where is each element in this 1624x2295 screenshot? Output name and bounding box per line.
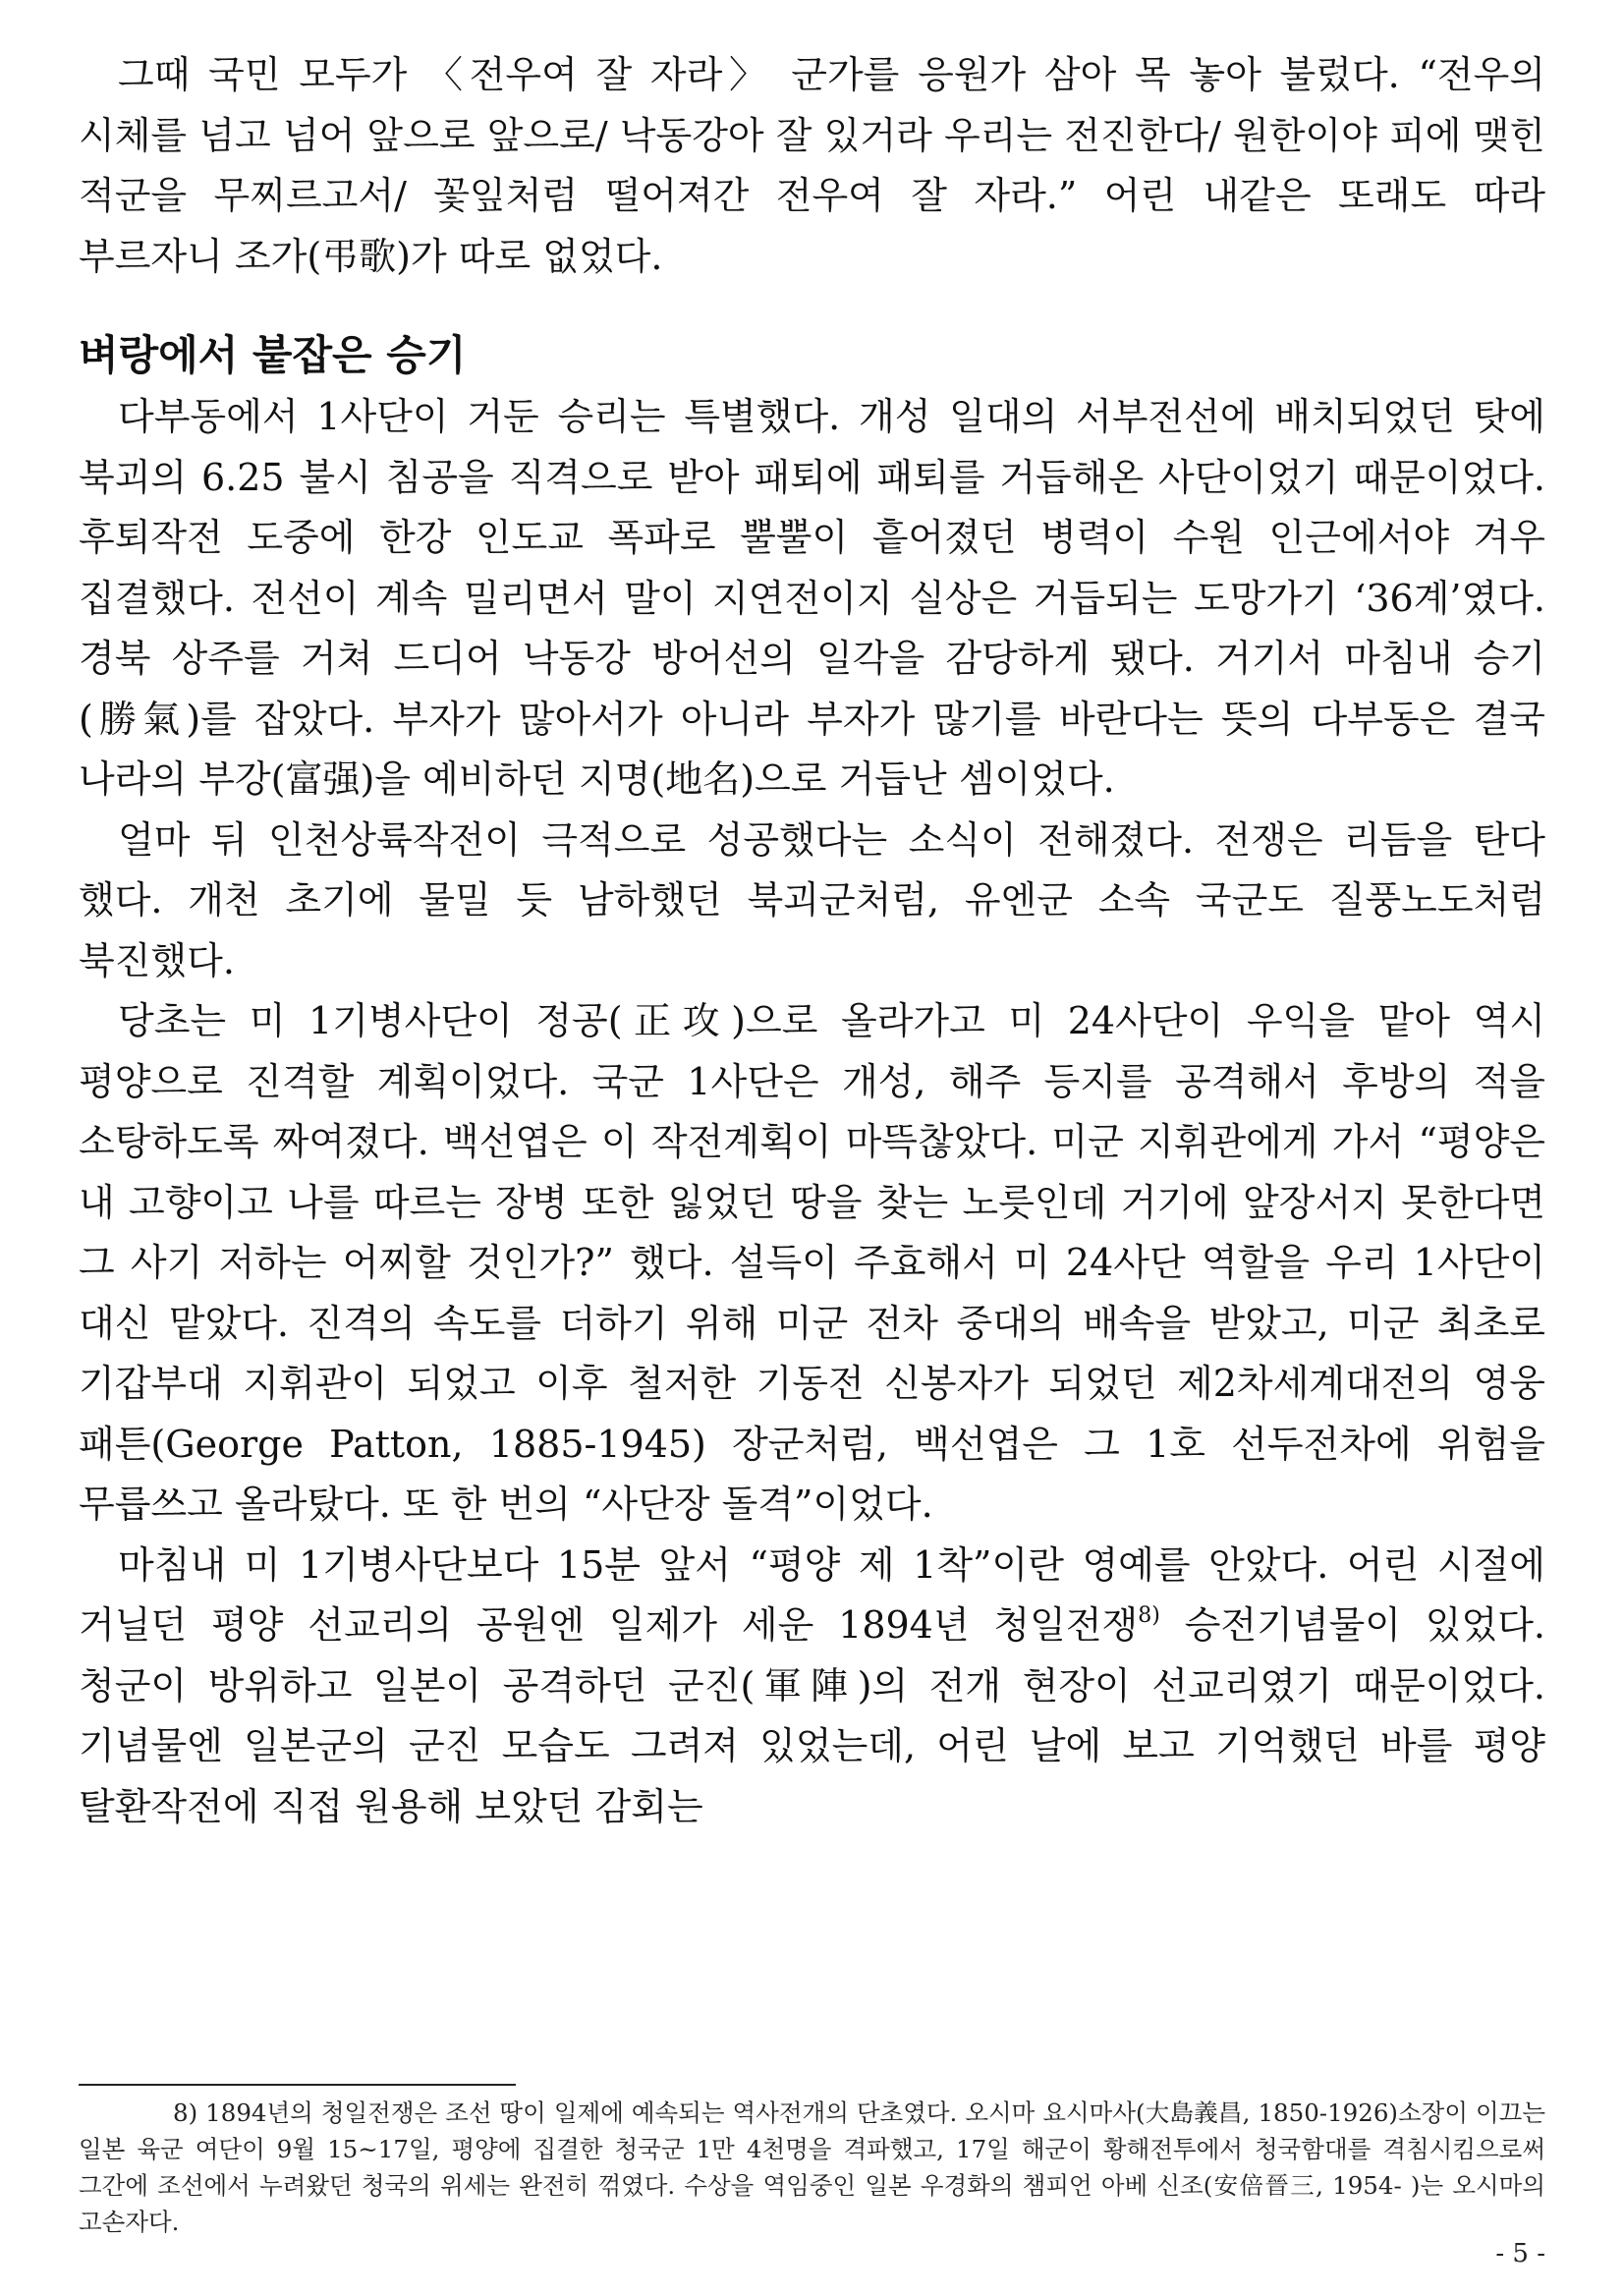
paragraph-dabudong: 다부동에서 1사단이 거둔 승리는 특별했다. 개성 일대의 서부전선에 배치되었던 탓에 북괴의 6.25 불시 침공을 직격으로 받아 패퇴에 패퇴를 거듭해온 사단이었기 때문이었다. 후퇴작전 도중에 한강 인도교 폭파로 뿔뿔이 흩어졌던 병력이 수원 인근에서야 겨우 집결했다. 전선이 계속 밀리면서 말이 지연전이지 실상은 거듭되는 도망가기 ‘36계’였다. 경북 상주를 거쳐 드디어 낙동강 방어선의 일각을 감당하게 됐다. 거기서 마침내 승기(勝氣)를 잡았다. 부자가 많아서가 아니라 부자가 많기를 바란다는 뜻의 다부동은 결국 나라의 부강(富强)을 예비하던 지명(地名)으로 거듭난 셈이었다. [79,395,1545,801]
footnote-divider [79,2084,516,2086]
paragraph-text-part-1: 마침내 미 1기병사단보다 15분 앞서 “평양 제 1착”이란 영예를 안았다. 어린 시절에 거닐던 평양 선교리의 공원엔 일제가 세운 1894년 청일전쟁 [79,1542,1545,1647]
page-number: - 5 - [1495,2239,1545,2268]
paragraph-incheon: 얼마 뒤 인천상륙작전이 극적으로 성공했다는 소식이 전해졌다. 전쟁은 리듬을 탄다 했다. 개천 초기에 물밀 듯 남하했던 북괴군처럼, 유엔군 소속 국군도 질풍노도처럼 북진했다. [79,817,1545,982]
paragraph-first-arrival [79,1536,1545,1838]
document-body [79,45,1545,1837]
footnote-reference[interactable]: 8) [1138,1603,1160,1628]
paragraph-text-part-2: 승전기념물이 있었다. 청군이 방위하고 일본이 공격하던 군진(軍陣)의 전개 현장이 선교리였기 때문이었다. 기념물엔 일본군의 군진 모습도 그려져 있었는데, 어린 날에 보고 기억했던 바를 평양 탈환작전에 직접 원용해 보았던 감회는 [79,1603,1545,1828]
footnote-8: 8) 1894년의 청일전쟁은 조선 땅이 일제에 예속되는 역사전개의 단초였다. 오시마 요시마사(大島義昌, 1850-1926)소장이 이끄는 일본 육군 여단이 9월 15~17일, 평양에 집결한 청국군 1만 4천명을 격파했고, 17일 해군이 황해전투에서 청국함대를 격침시킴으로써 그간에 조선에서 누려왔던 청국의 위세는 완전히 꺾였다. 수상을 역임중인 일본 우경화의 챔피언 아베 신조(安倍晉三, 1954- )는 오시마의 고손자다. [79,2099,1545,2236]
paragraph-intro: 그때 국민 모두가 〈전우여 잘 자라〉 군가를 응원가 삼아 목 놓아 불렀다. “전우의 시체를 넘고 넘어 앞으로 앞으로/ 낙동강아 잘 있거라 우리는 전진한다/ 원한이야 피에 맺힌 적군을 무찌르고서/ 꽃잎처럼 떨어져간 전우여 잘 자라.” 어린 내같은 또래도 따라 부르자니 조가(弔歌)가 따로 없었다. [79,53,1545,278]
section-title: 벼랑에서 붙잡은 승기 [79,331,467,379]
paragraph-pyongyang-plan: 당초는 미 1기병사단이 정공(正攻)으로 올라가고 미 24사단이 우익을 맡아 역시 평양으로 진격할 계획이었다. 국군 1사단은 개성, 해주 등지를 공격해서 후방의 적을 소탕하도록 짜여졌다. 백선엽은 이 작전계획이 마뜩찮았다. 미군 지휘관에게 가서 “평양은 내 고향이고 나를 따르는 장병 또한 잃었던 땅을 찾는 노릇인데 거기에 앞장서지 못한다면 그 사기 저하는 어찌할 것인가?” 했다. 설득이 주효해서 미 24사단 역할을 우리 1사단이 대신 맡았다. 진격의 속도를 더하기 위해 미군 전차 중대의 배속을 받았고, 미군 최초로 기갑부대 지휘관이 되었고 이후 철저한 기동전 신봉자가 되었던 제2차세계대전의 영웅 패튼(George Patton, 1885-1945) 장군처럼, 백선엽은 그 1호 선두전차에 위험을 무릅쓰고 올라탔다. 또 한 번의 “사단장 돌격”이었다. [79,999,1545,1526]
